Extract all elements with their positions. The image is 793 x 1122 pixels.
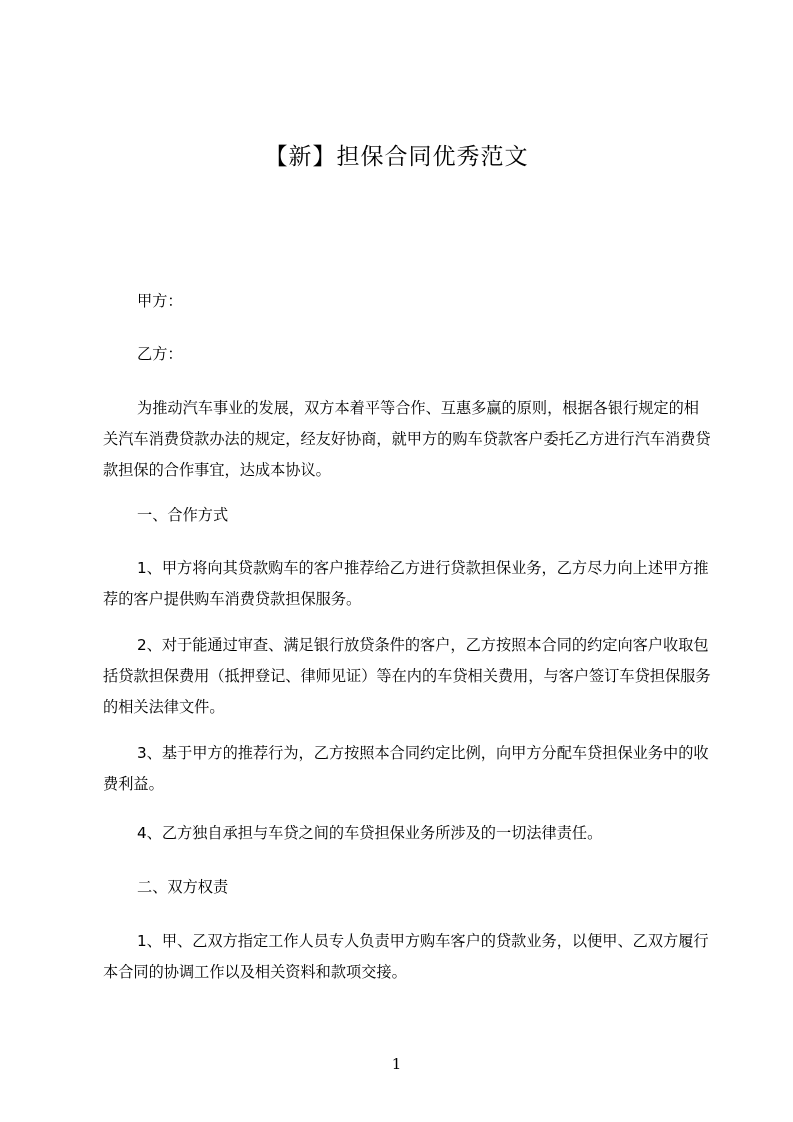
section2-item1: 1、甲、乙双方指定工作人员专人负责甲方购车客户的贷款业务，以便甲、乙双方履行本合同的协调工作以及相关资料和款项交接。 (103, 932, 709, 981)
intro-paragraph: 为推动汽车事业的发展，双方本着平等合作、互惠多赢的原则，根据各银行规定的相关汽车消费贷款办法的规定，经友好协商，就甲方的购车贷款客户委托乙方进行汽车消费贷款担保的合作事宜，达成本协议。 (103, 399, 711, 479)
section1-heading: 一、合作方式 (137, 506, 229, 524)
document-title: 【新】担保合同优秀范文 (264, 144, 529, 170)
section1-item1: 1、甲方将向其贷款购车的客户推荐给乙方进行贷款担保业务，乙方尽力向上述甲方推荐的客户提供购车消费贷款担保服务。 (103, 559, 709, 608)
party-a-line: 甲方： (137, 292, 183, 310)
section1-item4: 4、乙方独自承担与车贷之间的车贷担保业务所涉及的一切法律责任。 (137, 824, 603, 842)
party-b-line: 乙方： (137, 345, 183, 363)
page-number: 1 (391, 1055, 402, 1073)
section1-item3: 3、基于甲方的推荐行为，乙方按照本合同约定比例，向甲方分配车贷担保业务中的收费利益。 (103, 744, 709, 793)
section1-item2: 2、对于能通过审查、满足银行放贷条件的客户，乙方按照本合同的约定向客户收取包括贷款担保费用（抵押登记、律师见证）等在内的车贷相关费用，与客户签订车贷担保服务的相关法律文件。 (103, 636, 711, 716)
section2-heading: 二、双方权责 (137, 878, 229, 896)
